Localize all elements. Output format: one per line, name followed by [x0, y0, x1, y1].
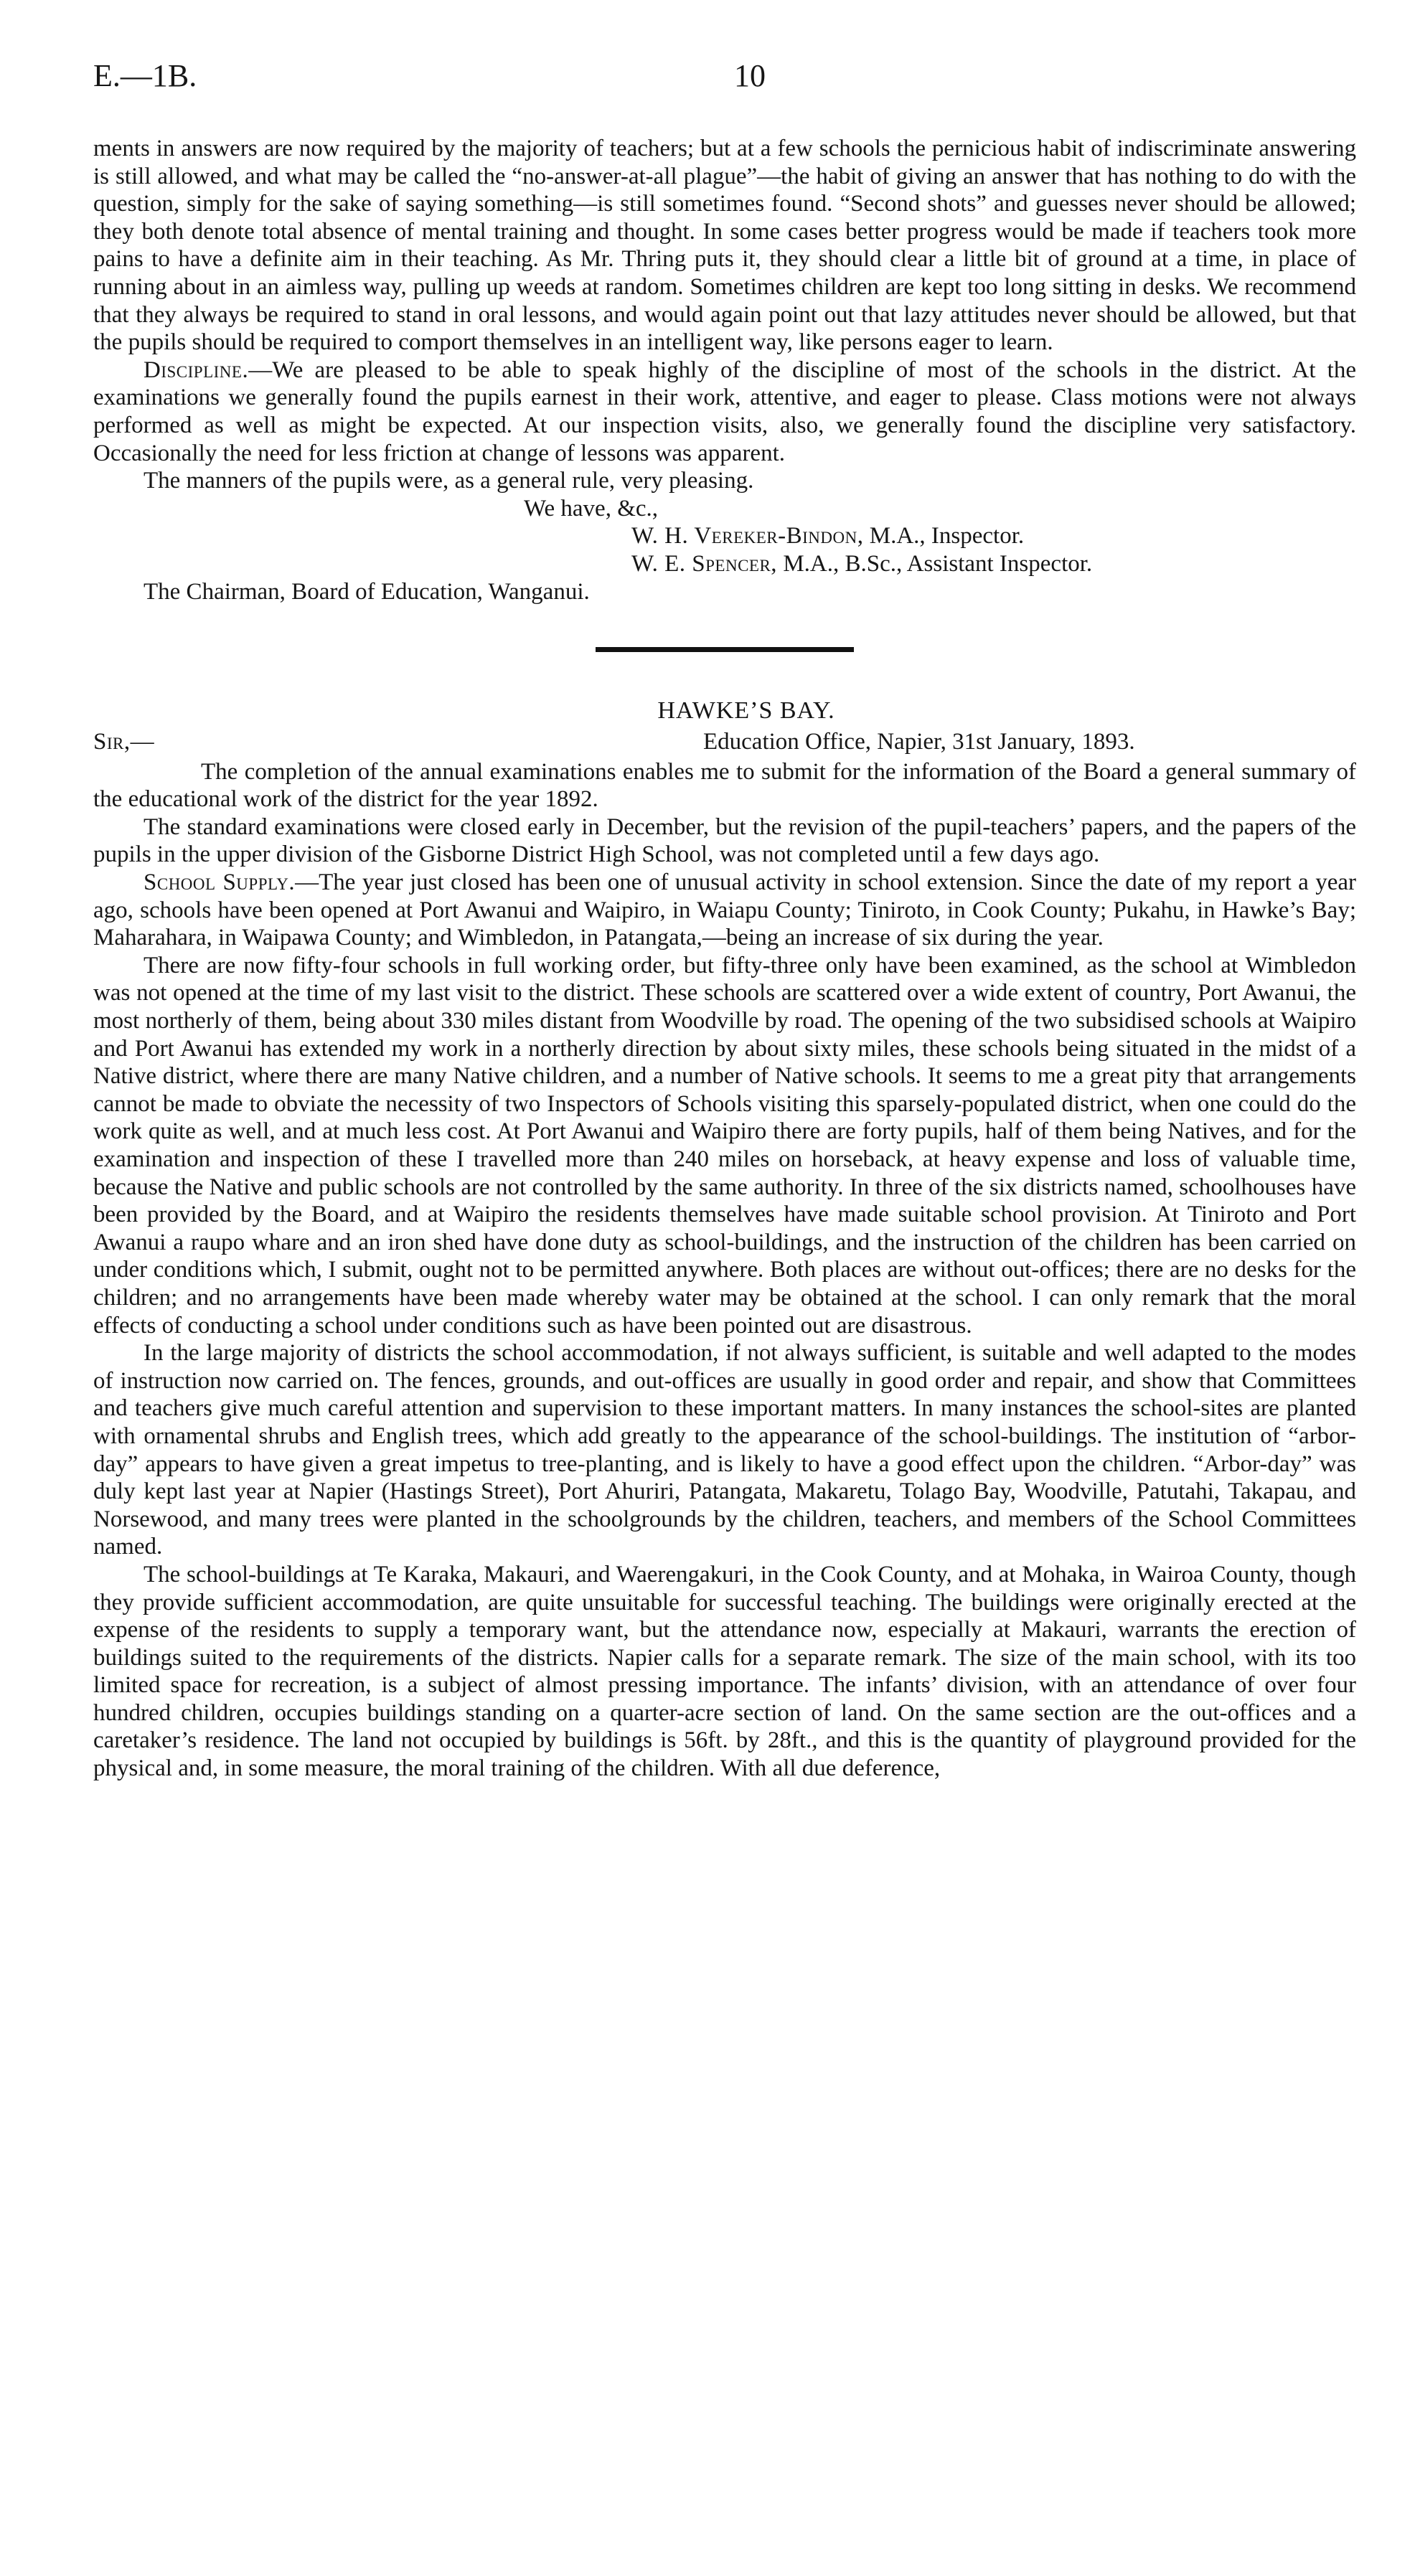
section-divider [596, 647, 854, 652]
signature-assistant [631, 550, 1356, 578]
paragraph-discipline [93, 357, 1356, 467]
signature-assistant-title: M.A., B.Sc., Assistant Inspector. [777, 550, 1093, 577]
discipline-heading: Discipline. [144, 357, 249, 383]
paragraph-schools-count: There are now fifty-four schools in full working order, but fifty-three only have been examined, as the school at Wimbledon was not opened at the time of my last visit to the district. These schools are scattered over a wide extent of country, Port Awanui, the most northerly of them, being about 330 miles distant from Woodville by road. The opening of the two subsidised schools at Waipiro and Port Awanui has extended my work in a northerly direction by about sixty miles, these schools being situated in the midst of a Native district, where there are many Native children, and a number of Native schools. It seems to me a great pity that arrangements cannot be made to obviate the necessity of two Inspectors of Schools visiting this sparsely-populated district, when one could do the work quite as well, and at much less cost. At Port Awanui and Waipiro there are forty pupils, half of them being Natives, and for the examination and inspection of these I travelled more than 240 miles on horseback, at heavy expense and loss of valuable time, because the Native and public schools are not controlled by the same authority. In three of the six districts named, schoolhouses have been provided by the Board, and at Waipiro the residents themselves have made suitable school provision. At Tiniroto and Port Awanui a raupo whare and an iron shed have done duty as school-buildings, and the instruction of the children has been carried on under conditions which, I submit, ought not to be permitted anywhere. Both places are without out-offices; there are no desks for the children; and no arrangements have been made whereby water may be obtained at the school. I can only remark that the moral effects of conducting a school under conditions such as have been pointed out are disastrous. [93, 952, 1356, 1339]
salutation: Sir,— [93, 728, 155, 755]
document-page [93, 57, 1356, 1783]
paragraph-standard-exams: The standard examinations were closed early in December, but the revision of the pupil-teachers’ papers, and the papers of the pupils in the upper division of the Gisborne District High School, was not completed until a few days ago. [93, 813, 1356, 868]
section-title: HAWKE’S BAY. [657, 697, 835, 725]
school-supply-text: —The year just closed has been one of unusual activity in school extension. Since the date of my report a year ago, schools have been opened at Port Awanui and Waipiro, in Waiapu County; Tiniroto, in Cook County; Pukahu, in Hawke’s Bay; Maharahara, in Waipawa County; and Wimbledon, in Patangata,—being an increase of six during the year. [93, 869, 1356, 951]
paragraph-accommodation: In the large majority of districts the school accommodation, if not always sufficient, is suitable and well adapted to the modes of instruction now carried on. The fences, grounds, and out-offices are usually in good order and repair, and show that Committees and teachers give much careful attention and supervision to these important matters. In many instances the school-sites are planted with ornamental shrubs and English trees, which add greatly to the appearance of the school-buildings. The institution of “arbor-day” appears to have given a great impetus to tree-planting, and is likely to have a good effect upon the children. “Arbor-day” was duly kept last year at Napier (Hastings Street), Port Ahuriri, Patangata, Makaretu, Tolago Bay, Woodville, Patutahi, Takapau, and Norsewood, and many trees were planted in the schoolgrounds by the children, teachers, and members of the School Committees named. [93, 1340, 1356, 1560]
signature-inspector [631, 522, 1356, 550]
paragraph-manners: The manners of the pupils were, as a general rule, very pleasing. [144, 468, 754, 494]
paragraph-intro: The completion of the annual examinations enables me to submit for the information of the Board a general summary of the educational work of the district for the year 1892. [93, 758, 1356, 813]
page-number: 10 [734, 58, 766, 93]
report-reference: E.—1B. [93, 58, 197, 93]
signature-assistant-name: W. E. Spencer, [631, 550, 778, 577]
page-header [93, 57, 1356, 108]
school-supply-heading: School Supply. [144, 869, 296, 896]
paragraph-buildings: The school-buildings at Te Karaka, Makauri, and Waerengakuri, in the Cook County, and at Mohaka, in Wairoa County, though they provide sufficient accommodation, are quite unsuitable for successful teaching. The buildings were originally erected at the expense of the residents to supply a temporary want, but the attendance now, especially at Makauri, warrants the erection of buildings suited to the requirements of the districts. Napier calls for a separate remark. The size of the main school, with its too limited space for recreation, is a subject of almost pressing importance. The infants’ division, with an attendance of over four hundred children, occupies buildings standing on a quarter-acre section of land. On the same section are the out-offices and a caretaker’s residence. The land not occupied by buildings is 56ft. by 28ft., and this is the quantity of playground provided for the physical and, in some measure, the moral training of the children. With all due deference, [93, 1561, 1356, 1782]
dateline: Education Office, Napier, 31st January, 1893. [703, 728, 1135, 755]
report-body [93, 135, 1356, 1783]
signature-inspector-title: M.A., Inspector. [863, 523, 1025, 549]
section-divider-wrap [93, 605, 1356, 684]
signature-inspector-name: W. H. Vereker-Bindon, [631, 523, 864, 549]
discipline-text: —We are pleased to be able to speak highly of the discipline of most of the schools in the district. At the examinations we generally found the pupils earnest in their work, attentive, and eager to please. Class motions were not always performed as well as might be expected. At our inspection visits, also, we generally found the discipline very satisfactory. Occasionally the need for less friction at change of lessons was apparent. [93, 357, 1356, 466]
salutation-line [93, 728, 1356, 758]
addressee: The Chairman, Board of Education, Wanganui. [144, 578, 590, 605]
signoff: We have, &c., [524, 495, 659, 522]
paragraph-answers: ments in answers are now required by the majority of teachers; but at a few schools the pernicious habit of indiscriminate answering is still allowed, and what may be called the “no-answer-at-all plague”—the habit of giving an answer that has nothing to do with the question, simply for the sake of saying something—is still sometimes found. “Second shots” and guesses never should be allowed; they both denote total absence of mental training and thought. In some cases better progress would be made if teachers took more pains to have a definite aim in their teaching. As Mr. Thring puts it, they should clear a little bit of ground at a time, in place of running about in an aimless way, pulling up weeds at random. Sometimes children are kept too long sitting in desks. We recommend that they always be required to stand in oral lessons, and would again point out that lazy attitudes never should be allowed, but that the pupils should be required to comport themselves in an intelligent way, like persons eager to learn. [93, 136, 1356, 356]
paragraph-school-supply [93, 869, 1356, 952]
